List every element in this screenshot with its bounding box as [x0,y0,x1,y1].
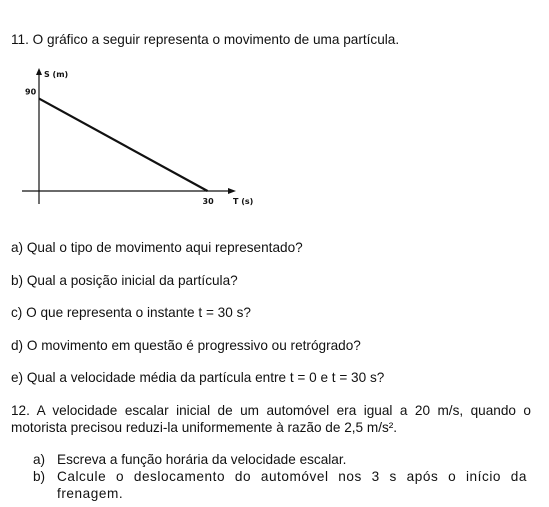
question-11a: a) Qual o tipo de movimento aqui representado? [11,240,303,255]
question-12a-label: a) [33,452,46,467]
question-11b: b) Qual a posição inicial da partícula? [11,273,238,288]
x-axis-label: T (s) [233,197,254,206]
question-12b-label: b) [33,469,46,484]
question-12b-text: Calcule o deslocamento do automóvel nos 3 s após o início da frenagem. [57,469,527,501]
y-tick-label: 90 [25,87,37,97]
question-11c: c) O que representa o instante t = 30 s? [11,305,251,320]
x-tick-label: 30 [202,197,214,206]
position-line [39,99,208,191]
y-axis-label: S (m) [44,70,69,79]
question-11e: e) Qual a velocidade média da partícula entre t = 0 e t = 30 s? [11,370,385,385]
question-12-text: 12. A velocidade escalar inicial de um automóvel era igual a 20 m/s, quando o motorista precisou reduzi-la uniformemente à razão de 2,5 m/s². [11,403,531,435]
y-axis-arrow-icon [36,68,42,75]
question-12a-text: Escreva a função horária da velocidade escalar. [57,452,347,467]
position-time-chart [22,64,262,214]
question-11-title: 11. O gráfico a seguir representa o movimento de uma partícula. [11,32,400,47]
question-12b [33,468,527,502]
question-12a [33,451,527,468]
question-11d: d) O movimento em questão é progressivo ou retrógrado? [11,338,361,353]
x-axis-arrow-icon [228,188,236,194]
